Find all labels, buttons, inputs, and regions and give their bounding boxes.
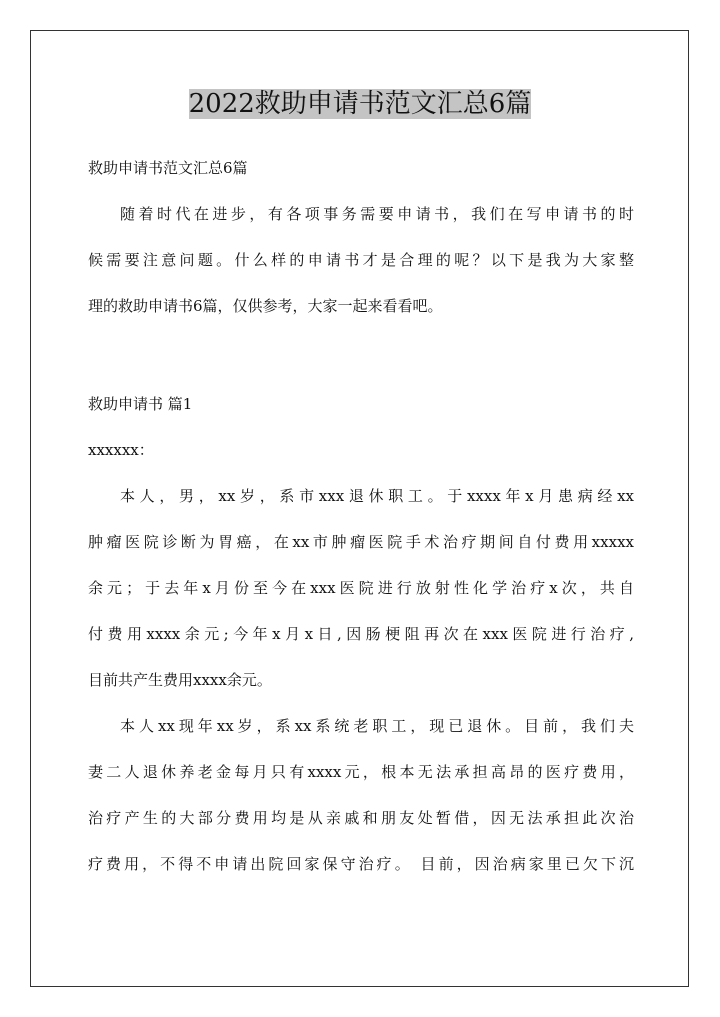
intro-line: 随着时代在进步，有各项事务需要申请书，我们在写申请书的时 <box>120 205 634 223</box>
section-heading: 救助申请书 篇1 <box>88 395 193 413</box>
intro-line: 候需要注意问题。什么样的申请书才是合理的呢？以下是我为大家整 <box>88 251 634 269</box>
paragraph-line: 妻二人退休养老金每月只有xxxx元，根本无法承担高昂的医疗费用， <box>88 763 634 781</box>
paragraph-line: 本人xx现年xx岁，系xx系统老职工，现已退休。目前，我们夫 <box>120 717 634 735</box>
paragraph-line: 余元；于去年x月份至今在xxx医院进行放射性化学治疗x次，共自 <box>88 579 634 597</box>
intro-line: 理的救助申请书6篇，仅供参考，大家一起来看看吧。 <box>88 297 443 315</box>
salutation: xxxxxx： <box>88 441 154 459</box>
document-body <box>88 156 634 898</box>
title-text: 2022救助申请书范文汇总6篇 <box>188 89 532 119</box>
paragraph-line: 本人，男，xx岁，系市xxx退休职工。于xxxx年x月患病经xx <box>120 487 634 505</box>
paragraph-line: 付费用xxxx余元;今年x月x日,因肠梗阻再次在xxx医院进行治疗, <box>88 625 634 643</box>
paragraph-line: 治疗产生的大部分费用均是从亲戚和朋友处暂借，因无法承担此次治 <box>88 809 634 827</box>
paragraph-line: 肿瘤医院诊断为胃癌，在xx市肿瘤医院手术治疗期间自付费用xxxxx <box>88 533 634 551</box>
subtitle: 救助申请书范文汇总6篇 <box>88 159 248 177</box>
document-title <box>0 86 720 122</box>
paragraph-line: 疗费用，不得不申请出院回家保守治疗。 目前，因治病家里已欠下沉 <box>88 855 634 873</box>
paragraph-line: 目前共产生费用xxxx余元。 <box>88 671 272 689</box>
